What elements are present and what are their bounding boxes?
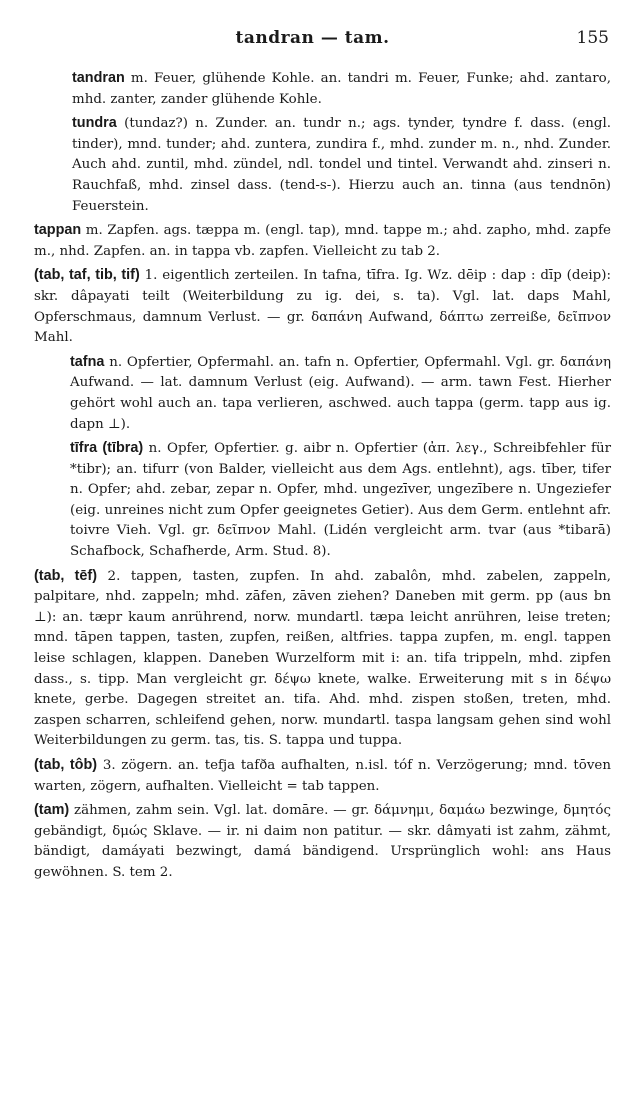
entry-tam: [34, 800, 611, 883]
entry-text: zähmen, zahm sein. Vgl. lat. domāre. — gr. δάμνημι, δαμάω bezwinge, δμητός gebändigt, δμώς Sklave. — ir. ni daim non patitur. — skr. dâmyati ist zahm, zähmt, bändigt, damáyati bezwingt, damá bändigend. Ursprünglich wohl: ans Haus gewöhnen. S. tem 2.: [34, 803, 611, 880]
entry-tab-2: [34, 566, 611, 752]
entry-tab-3: [34, 755, 611, 797]
entry-headword: tandran: [72, 70, 125, 86]
entry-text: n. Opfertier, Opfermahl. an. tafn n. Opfertier, Opfermahl. Vgl. gr. δαπάνη Aufwand. — lat. damnum Verlust (eig. Aufwand). — arm. tawn Fest. Hierher gehört wohl auch an. tapa verlieren, aschwed. auch tappa (germ. tapp aus ig. dapn ⊥).: [70, 354, 611, 432]
entry-headword: (tab, taf, tib, tif): [34, 267, 140, 284]
entry-headword: (tab, tôb): [34, 757, 98, 773]
entry-text: 1. eigentlich zerteilen. In tafna, tīfra. Ig. Wz. dēip : dap : dīp (deip): skr. dâpayati teilt (Weiterbildung zu ig. dei, s. ta). Vgl. lat. daps Mahl, Opferschmaus, damnum Verlust. — gr. δαπάνη Aufwand, δάπτω zerreiße, δεῖπνον Mahl.: [34, 268, 611, 346]
entry-headword: tundra: [72, 115, 117, 132]
entry-text: m. Zapfen. ags. tæppa m. (engl. tap), mnd. tappe m.; ahd. zapho, mhd. zapfe m., nhd. Zapfen. an. in tappa vb. zapfen. Vielleicht zu tab 2.: [34, 223, 611, 259]
entry-text: (tundaz?) n. Zunder. an. tundr n.; ags. tynder, tyndre f. dass. (engl. tinder), mnd. tunder; ahd. zuntera, zundira f., mhd. zunder m. n., nhd. Zunder. Auch ahd. zuntil, mhd. zündel, ndl. tondel und tintel. Verwandt ahd. zinseri n. Rauchfaß, mhd. zinsel dass. (tend-s-). Hierzu auch an. tinna (aus tendnōn) Feuerstein.: [72, 116, 611, 214]
entry-tandran: [72, 68, 611, 110]
running-title: tandran — tam.: [235, 28, 390, 48]
page-header: [0, 28, 625, 52]
entry-tab-1: [34, 265, 611, 348]
entry-text: 2. tappen, tasten, zupfen. In ahd. zabalôn, mhd. zabelen, zappeln, palpitare, nhd. zappeln; mhd. zāfen, zāven ziehen? Daneben mit germ. pp (aus bn ⊥): an. tæpr kaum anrührend, norw. mundartl. tæpa leicht anrühren, leise treten; mnd. tāpen tappen, tasten, zupfen, reißen, altfries. tappa zupfen, m. engl. tappen leise schlagen, klappen. Daneben Wurzelform mit i: an. tifa trippeln, mhd. zipfen dass., s. tipp. Man vergleicht gr. δέψω knete, walke. Erweiterung mit s in δέψω knete, gerbe. Dagegen streitet an. tifa. Ahd. mhd. zispen stoßen, treten, mhd. zaspen scharren, schleifend gehen, norw. mundartl. taspa langsam gehen sind wohl Weiterbildungen zu germ. tas, tis. S. tappa und tuppa.: [34, 568, 611, 749]
entry-text: n. Opfer, Opfertier. g. aibr n. Opfertier (ἀπ. λεγ., Schreibfehler für *tibr); an. tifurr (von Balder, vielleicht aus dem Ags. entlehnt), ags. tīber, tifer n. Opfer; ahd. zebar, zepar n. Opfer, mhd. ungezīver, ungezībere n. Ungeziefer (eig. unreines nicht zum Opfer geeignetes Getier). Aus dem Germ. entlehnt afr. toivre Vieh. Vgl. gr. δεῖπνον Mahl. (Lidén vergleicht arm. tvar (aus *tibarā) Schafbock, Schafherde, Arm. Stud. 8).: [70, 441, 611, 560]
entry-tifra: [70, 438, 611, 563]
entry-headword: (tam): [34, 802, 70, 819]
entry-tundra: [72, 113, 611, 217]
entry-headword: (tab, tēf): [34, 567, 98, 584]
entry-text: 3. zögern. an. tefja tafða aufhalten, n.isl. tóf n. Verzögerung; mnd. tōven warten, zögern, aufhalten. Vielleicht = tab tappen.: [34, 758, 611, 794]
page-number: 155: [576, 28, 609, 48]
entry-tappan: [34, 220, 611, 262]
page-body: [0, 68, 625, 887]
entry-headword: tafna: [70, 353, 105, 370]
entry-text: m. Feuer, glühende Kohle. an. tandri m. Feuer, Funke; ahd. zantaro, mhd. zanter, zander glühende Kohle.: [72, 71, 611, 107]
entry-headword: tappan: [34, 222, 82, 239]
entry-tafna: [70, 352, 611, 435]
entry-headword: tīfra (tībra): [70, 440, 144, 457]
